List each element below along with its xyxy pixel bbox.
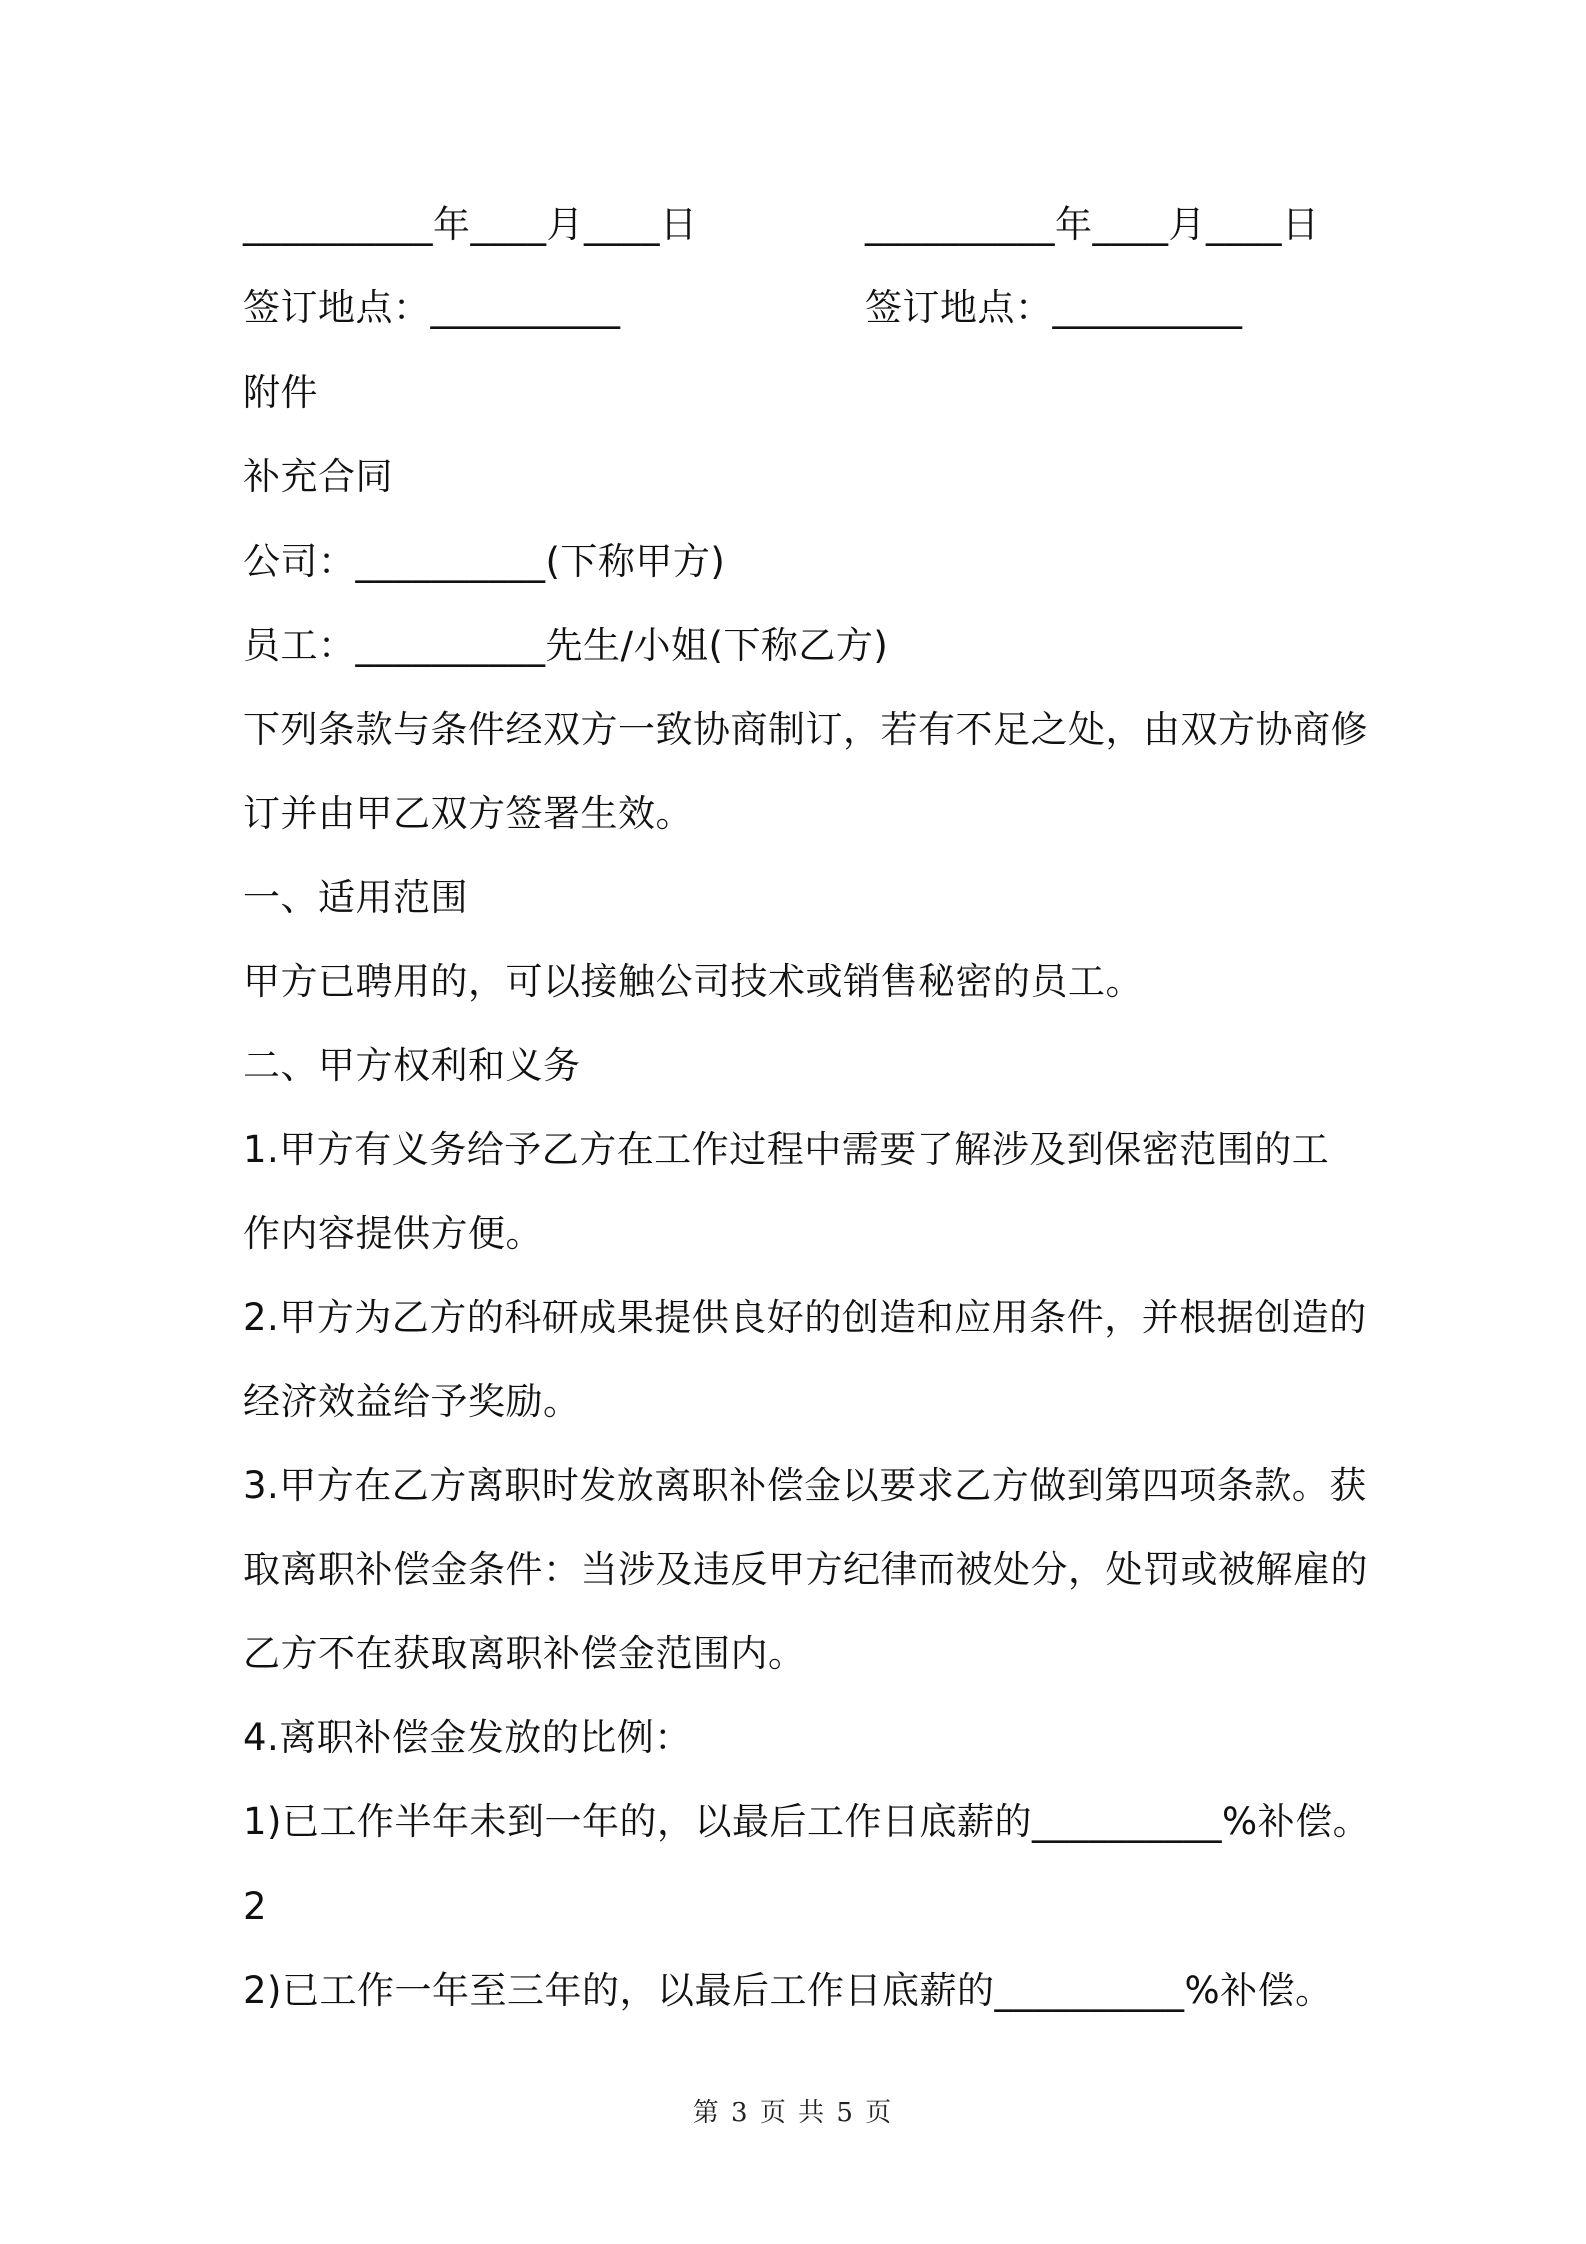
section-1-title: 一、适用范围: [243, 876, 468, 919]
signature-date-left: __________年____月____日: [243, 203, 698, 246]
sub-item-2: 2)已工作一年至三年的，以最后工作日底薪的__________%补偿。: [243, 1969, 1333, 2012]
item-1-line-1: 1.甲方有义务给予乙方在工作过程中需要了解涉及到保密范围的工: [243, 1128, 1330, 1171]
page-footer: 第 3 页 共 5 页: [692, 2098, 894, 2128]
signature-place-right: 签订地点：__________: [865, 286, 1243, 329]
item-2-line-2: 经济效益给予奖励。: [243, 1380, 581, 1423]
intro-line-1: 下列条款与条件经双方一致协商制订，若有不足之处，由双方协商修: [243, 708, 1368, 751]
item-3-line-2: 取离职补偿金条件：当涉及违反甲方纪律而被处分，处罚或被解雇的: [243, 1548, 1368, 1591]
item-1-line-2: 作内容提供方便。: [243, 1212, 543, 1255]
item-4-line: 4.离职补偿金发放的比例：: [243, 1716, 692, 1759]
intro-line-2: 订并由甲乙双方签署生效。: [243, 792, 693, 835]
employee-line: 员工：__________先生/小姐(下称乙方): [243, 624, 889, 667]
stray-page-number: 2: [243, 1885, 268, 1928]
item-3-line-3: 乙方不在获取离职补偿金范围内。: [243, 1632, 806, 1675]
item-3-line-1: 3.甲方在乙方离职时发放离职补偿金以要求乙方做到第四项条款。获: [243, 1464, 1367, 1507]
section-2-title: 二、甲方权利和义务: [243, 1044, 581, 1087]
sub-item-1: 1)已工作半年未到一年的，以最后工作日底薪的__________%补偿。: [243, 1800, 1371, 1843]
section-1-text: 甲方已聘用的，可以接触公司技术或销售秘密的员工。: [243, 960, 1143, 1003]
signature-place-left: 签订地点：__________: [243, 286, 621, 329]
attachment-label: 附件: [243, 371, 318, 414]
item-2-line-1: 2.甲方为乙方的科研成果提供良好的创造和应用条件，并根据创造的: [243, 1296, 1367, 1339]
company-line: 公司：__________(下称甲方): [243, 540, 726, 583]
signature-date-right: __________年____月____日: [865, 203, 1320, 246]
document-title: 补充合同: [243, 455, 393, 498]
